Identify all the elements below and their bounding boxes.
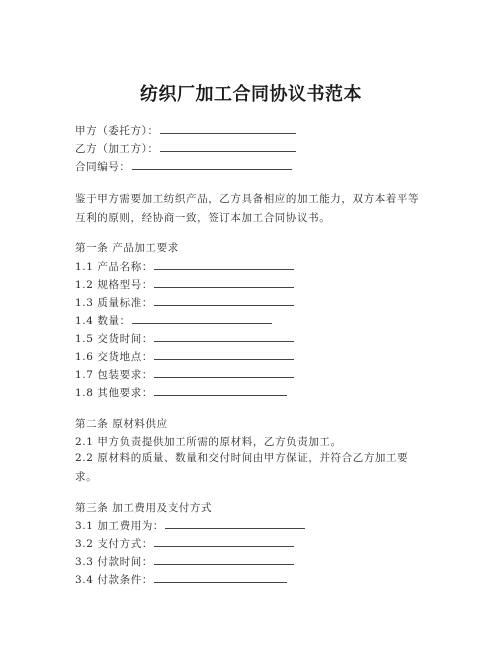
section2-clause-1: 2.1 甲方负责提供加工所需的原材料，乙方负责加工。 — [75, 436, 342, 448]
contract-no-label: 合同编号： — [75, 161, 131, 173]
item-blank — [154, 386, 287, 396]
preamble-paragraph: 鉴于甲方需要加工纺织产品，乙方具备相应的加工能力，双方本着平等互利的原则，经协商一致，签订本加工合同协议书。 — [75, 193, 420, 224]
item-blank — [154, 296, 294, 306]
item-blank — [154, 260, 294, 270]
item-blank — [154, 368, 294, 378]
section1-item — [75, 278, 294, 292]
section1-item — [75, 260, 294, 274]
section1-heading: 第一条 产品加工要求 — [75, 242, 179, 254]
contract-no-blank — [132, 160, 292, 170]
item-label: 3.2 支付方式： — [75, 538, 153, 550]
section1-item — [75, 314, 272, 328]
item-label: 1.5 交货时间： — [75, 333, 153, 345]
section3-item — [75, 555, 294, 569]
item-blank — [154, 555, 294, 565]
item-blank — [154, 573, 287, 583]
item-label: 1.4 数量： — [75, 315, 131, 327]
party-a-blank — [160, 124, 296, 134]
item-label: 1.3 质量标准： — [75, 297, 153, 309]
section1-item — [75, 350, 294, 364]
section3-item — [75, 519, 305, 533]
item-label: 1.1 产品名称： — [75, 261, 153, 273]
section2-heading: 第二条 原材料供应 — [75, 418, 168, 430]
section1-item — [75, 368, 294, 382]
item-label: 3.4 付款条件： — [75, 574, 153, 586]
section3-item — [75, 537, 294, 551]
item-blank — [154, 350, 294, 360]
party-b-line — [75, 142, 296, 156]
item-label: 3.3 付款时间： — [75, 556, 153, 568]
party-b-label: 乙方（加工方）： — [75, 143, 159, 155]
section1-item — [75, 332, 294, 346]
item-blank — [154, 537, 294, 547]
item-label: 1.7 包装要求： — [75, 369, 153, 381]
section1-item — [75, 296, 294, 310]
item-blank — [165, 519, 305, 529]
item-blank — [154, 278, 294, 288]
item-label: 3.1 加工费用为： — [75, 520, 165, 532]
section2-clause-2: 2.2 原材料的质量、数量和交付时间由甲方保证，并符合乙方加工要求。 — [75, 452, 409, 483]
section3-heading: 第三条 加工费用及支付方式 — [75, 502, 213, 514]
party-b-blank — [160, 142, 296, 152]
document-title: 纺织厂加工合同协议书范本 — [140, 84, 362, 105]
item-blank — [154, 332, 294, 342]
item-label: 1.2 规格型号： — [75, 279, 153, 291]
party-a-line — [75, 124, 296, 138]
item-blank — [132, 314, 272, 324]
item-label: 1.8 其他要求： — [75, 387, 153, 399]
section3-item — [75, 573, 287, 587]
contract-no-line — [75, 160, 292, 174]
party-a-label: 甲方（委托方）： — [75, 125, 159, 137]
section1-item — [75, 386, 287, 400]
item-label: 1.6 交货地点： — [75, 351, 153, 363]
